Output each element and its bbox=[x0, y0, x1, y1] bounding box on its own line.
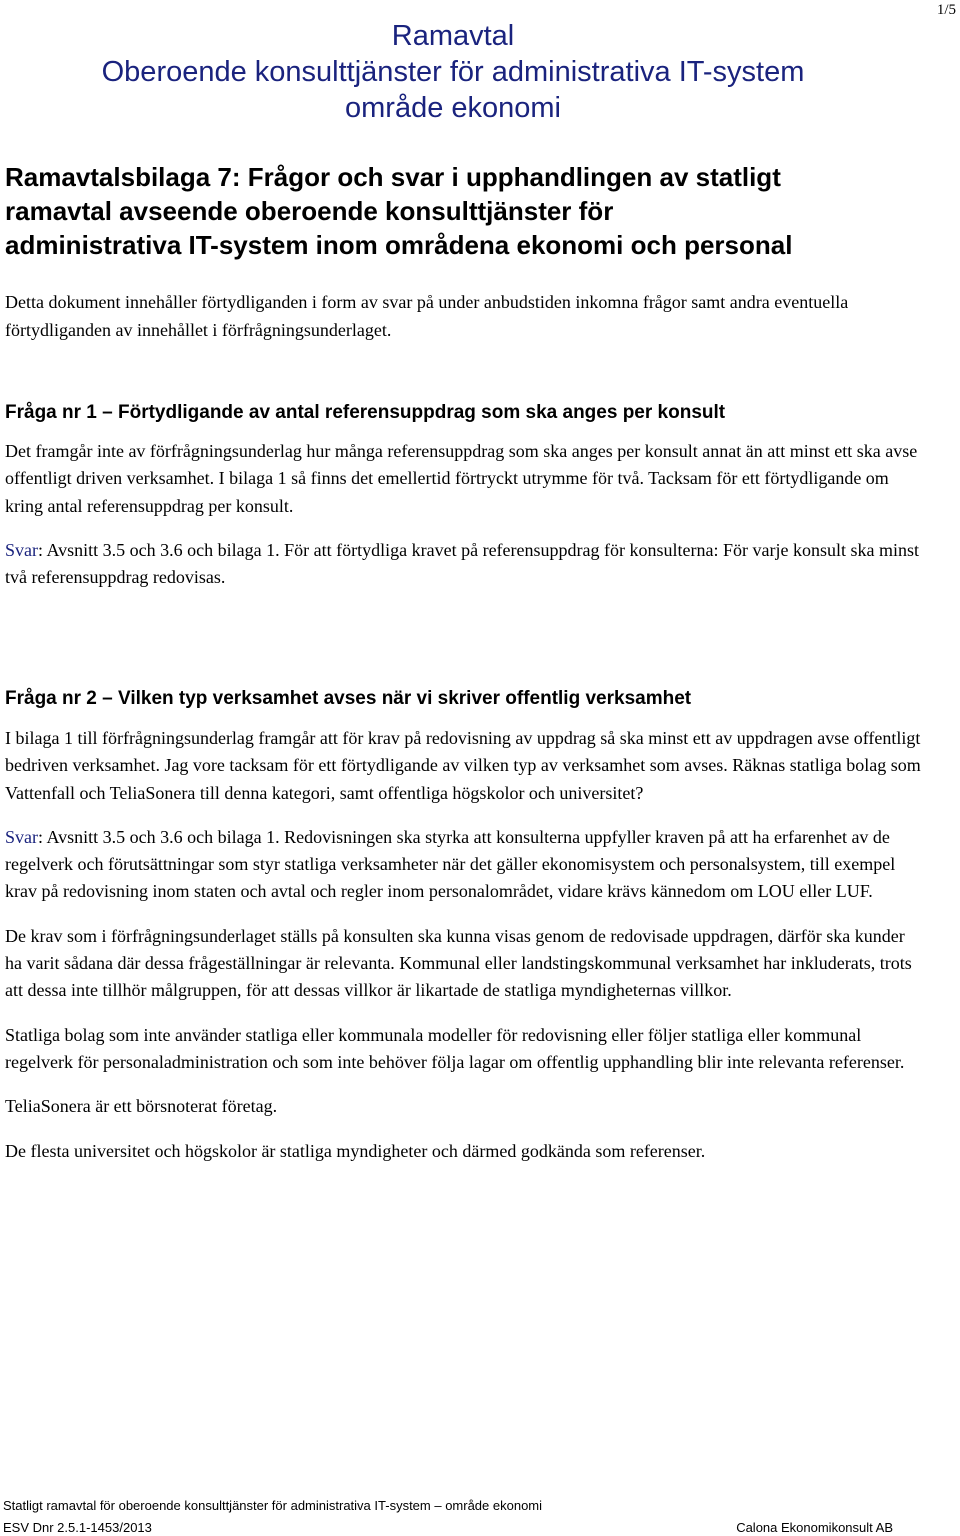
footer-title: Statligt ramavtal för oberoende konsulttjänster för administrativa IT-system – område ekonomi bbox=[3, 1498, 543, 1513]
question-2-section bbox=[5, 686, 945, 1165]
footer-meta bbox=[3, 1520, 893, 1535]
question-1-answer bbox=[5, 537, 925, 592]
svar-label: Svar bbox=[5, 539, 38, 560]
footer-dnr: ESV Dnr 2.5.1-1453/2013 bbox=[3, 1520, 152, 1535]
svar-label: Svar bbox=[5, 826, 38, 847]
question-1-text: Det framgår inte av förfrågningsunderlag hur många referensuppdrag som ska anges per konsult annat än att minst ett ska avse offentligt driven verksamhet. I bilaga 1 så finns det emellertid förtryckt utrymme för två. Tacksam för ett förtydligande om kring antal referensuppdrag per konsult. bbox=[5, 441, 918, 516]
subtitle-line-3: administrativa IT-system inom områdena ekonomi och personal bbox=[5, 230, 793, 260]
question-1-heading: Fråga nr 1 – Förtydligande av antal referensuppdrag som ska anges per konsult bbox=[5, 402, 726, 423]
title-line-1: Ramavtal bbox=[391, 20, 515, 52]
subtitle-line-2: ramavtal avseende oberoende konsulttjänster för bbox=[5, 196, 614, 226]
answer-paragraph: TeliaSonera är ett börsnoterat företag. bbox=[5, 1096, 278, 1117]
answer-paragraph: Statliga bolag som inte använder statliga eller kommunala modeller för redovisning eller följer statliga eller kommunal regelverk för personaladministration och som inte behöver följa lagar om offentlig upphandling blir inte relevanta referenser. bbox=[5, 1024, 905, 1072]
answer-paragraph: De flesta universitet och högskolor är statliga myndigheter och därmed godkända som referenser. bbox=[5, 1140, 706, 1161]
footer-company: Calona Ekonomikonsult AB bbox=[736, 1520, 893, 1535]
document-subtitle bbox=[5, 160, 905, 262]
answer-text: : Avsnitt 3.5 och 3.6 och bilaga 1. Redovisningen ska styrka att konsulterna uppfyller kraven på att ha erfarenhet av de regelverk och förutsättningar som styr statliga verksamheter när det gäller ekonomisystem och personalsystem, till exempel krav på redovisning inom staten och avtal och regler inom personalområdet, vidare krävs kännedom om LOU eller LUF. bbox=[5, 826, 896, 902]
document-title bbox=[0, 18, 906, 126]
question-1-section bbox=[5, 400, 945, 591]
subtitle-line-1: Ramavtalsbilaga 7: Frågor och svar i upphandlingen av statligt bbox=[5, 162, 781, 192]
answer-text: : Avsnitt 3.5 och 3.6 och bilaga 1. För att förtydliga kravet på referensuppdrag för konsulterna: För varje konsult ska minst två referensuppdrag redovisas. bbox=[5, 539, 919, 588]
title-line-3: område ekonomi bbox=[345, 92, 561, 124]
title-line-2: Oberoende konsulttjänster för administrativa IT-system bbox=[101, 56, 805, 88]
question-2-heading: Fråga nr 2 – Vilken typ verksamhet avses när vi skriver offentlig verksamhet bbox=[5, 688, 692, 709]
question-2-answer bbox=[5, 824, 925, 906]
question-2-text: I bilaga 1 till förfrågningsunderlag framgår att för krav på redovisning av uppdrag så ska minst ett av uppdragen avse offentligt bedriven verksamhet. Jag vore tacksam för ett förtydligande av vilken typ av verksamhet som avses. Räknas statliga bolag som Vattenfall och TeliaSonera till denna kategori, samt offentliga högskolor och universitet? bbox=[5, 728, 921, 803]
intro-paragraph: Detta dokument innehåller förtydliganden i form av svar på under anbudstiden inkomna frågor samt andra eventuella förtydliganden av innehållet i förfrågningsunderlaget. bbox=[5, 292, 849, 340]
page-number: 1/5 bbox=[936, 2, 956, 18]
answer-paragraph: De krav som i förfrågningsunderlaget ställs på konsulten ska kunna visas genom de redovisade uppdragen, därför ska kunder ha varit sådana där dessa frågeställningar är relevanta. Kommunal eller landstingskommunal verksamhet har inkluderats, trots att dessa inte tillhör målgruppen, för att dessas villkor är likartade de statliga myndigheternas villkor. bbox=[5, 925, 912, 1001]
